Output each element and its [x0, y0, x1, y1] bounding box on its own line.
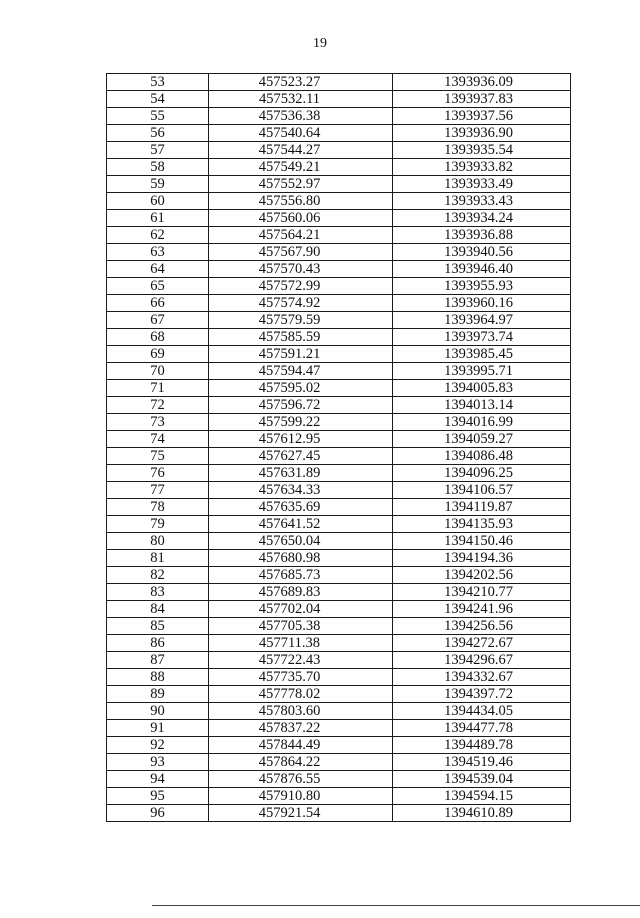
point-number-cell: 77 [107, 482, 209, 499]
point-number-cell: 87 [107, 652, 209, 669]
table-row [107, 91, 571, 108]
x-coordinate-cell: 457689.83 [209, 584, 393, 601]
x-coordinate-cell: 457711.38 [209, 635, 393, 652]
point-number-cell: 59 [107, 176, 209, 193]
point-number-cell: 86 [107, 635, 209, 652]
x-coordinate-cell: 457570.43 [209, 261, 393, 278]
x-coordinate-cell: 457627.45 [209, 448, 393, 465]
coordinate-table-body [107, 74, 571, 822]
y-coordinate-cell: 1393940.56 [393, 244, 571, 261]
y-coordinate-cell: 1394210.77 [393, 584, 571, 601]
table-row [107, 720, 571, 737]
x-coordinate-cell: 457837.22 [209, 720, 393, 737]
y-coordinate-cell: 1394477.78 [393, 720, 571, 737]
point-number-cell: 95 [107, 788, 209, 805]
x-coordinate-cell: 457735.70 [209, 669, 393, 686]
point-number-cell: 85 [107, 618, 209, 635]
table-row [107, 295, 571, 312]
y-coordinate-cell: 1393937.56 [393, 108, 571, 125]
point-number-cell: 91 [107, 720, 209, 737]
table-row [107, 346, 571, 363]
table-row [107, 227, 571, 244]
y-coordinate-cell: 1393937.83 [393, 91, 571, 108]
x-coordinate-cell: 457722.43 [209, 652, 393, 669]
table-row [107, 431, 571, 448]
point-number-cell: 96 [107, 805, 209, 822]
point-number-cell: 56 [107, 125, 209, 142]
point-number-cell: 84 [107, 601, 209, 618]
point-number-cell: 81 [107, 550, 209, 567]
point-number-cell: 90 [107, 703, 209, 720]
y-coordinate-cell: 1394119.87 [393, 499, 571, 516]
y-coordinate-cell: 1394086.48 [393, 448, 571, 465]
table-row [107, 125, 571, 142]
table-row [107, 482, 571, 499]
table-row [107, 652, 571, 669]
point-number-cell: 71 [107, 380, 209, 397]
x-coordinate-cell: 457532.11 [209, 91, 393, 108]
point-number-cell: 55 [107, 108, 209, 125]
x-coordinate-cell: 457567.90 [209, 244, 393, 261]
y-coordinate-cell: 1394016.99 [393, 414, 571, 431]
x-coordinate-cell: 457594.47 [209, 363, 393, 380]
x-coordinate-cell: 457596.72 [209, 397, 393, 414]
y-coordinate-cell: 1394332.67 [393, 669, 571, 686]
x-coordinate-cell: 457631.89 [209, 465, 393, 482]
y-coordinate-cell: 1394096.25 [393, 465, 571, 482]
y-coordinate-cell: 1393995.71 [393, 363, 571, 380]
table-row [107, 380, 571, 397]
table-row [107, 754, 571, 771]
y-coordinate-cell: 1393933.49 [393, 176, 571, 193]
point-number-cell: 80 [107, 533, 209, 550]
table-row [107, 108, 571, 125]
table-row [107, 278, 571, 295]
point-number-cell: 60 [107, 193, 209, 210]
x-coordinate-cell: 457650.04 [209, 533, 393, 550]
point-number-cell: 65 [107, 278, 209, 295]
x-coordinate-cell: 457685.73 [209, 567, 393, 584]
table-row [107, 516, 571, 533]
x-coordinate-cell: 457641.52 [209, 516, 393, 533]
y-coordinate-cell: 1394594.15 [393, 788, 571, 805]
point-number-cell: 58 [107, 159, 209, 176]
x-coordinate-cell: 457778.02 [209, 686, 393, 703]
x-coordinate-cell: 457680.98 [209, 550, 393, 567]
y-coordinate-cell: 1394610.89 [393, 805, 571, 822]
table-row [107, 686, 571, 703]
x-coordinate-cell: 457572.99 [209, 278, 393, 295]
y-coordinate-cell: 1394489.78 [393, 737, 571, 754]
y-coordinate-cell: 1394150.46 [393, 533, 571, 550]
x-coordinate-cell: 457864.22 [209, 754, 393, 771]
table-row [107, 771, 571, 788]
point-number-cell: 69 [107, 346, 209, 363]
y-coordinate-cell: 1394272.67 [393, 635, 571, 652]
y-coordinate-cell: 1394296.67 [393, 652, 571, 669]
table-row [107, 329, 571, 346]
table-row [107, 635, 571, 652]
x-coordinate-cell: 457585.59 [209, 329, 393, 346]
x-coordinate-cell: 457634.33 [209, 482, 393, 499]
table-row [107, 210, 571, 227]
point-number-cell: 57 [107, 142, 209, 159]
y-coordinate-cell: 1394135.93 [393, 516, 571, 533]
point-number-cell: 66 [107, 295, 209, 312]
x-coordinate-cell: 457910.80 [209, 788, 393, 805]
y-coordinate-cell: 1393955.93 [393, 278, 571, 295]
table-row [107, 805, 571, 822]
y-coordinate-cell: 1394013.14 [393, 397, 571, 414]
table-row [107, 550, 571, 567]
point-number-cell: 76 [107, 465, 209, 482]
table-row [107, 584, 571, 601]
page-number: 19 [313, 36, 327, 51]
point-number-cell: 94 [107, 771, 209, 788]
y-coordinate-cell: 1394202.56 [393, 567, 571, 584]
x-coordinate-cell: 457591.21 [209, 346, 393, 363]
point-number-cell: 63 [107, 244, 209, 261]
x-coordinate-cell: 457702.04 [209, 601, 393, 618]
x-coordinate-cell: 457595.02 [209, 380, 393, 397]
point-number-cell: 92 [107, 737, 209, 754]
y-coordinate-cell: 1394519.46 [393, 754, 571, 771]
table-row [107, 703, 571, 720]
y-coordinate-cell: 1394539.04 [393, 771, 571, 788]
table-row [107, 567, 571, 584]
point-number-cell: 73 [107, 414, 209, 431]
point-number-cell: 62 [107, 227, 209, 244]
x-coordinate-cell: 457544.27 [209, 142, 393, 159]
x-coordinate-cell: 457523.27 [209, 74, 393, 91]
x-coordinate-cell: 457549.21 [209, 159, 393, 176]
point-number-cell: 74 [107, 431, 209, 448]
table-row [107, 737, 571, 754]
y-coordinate-cell: 1394106.57 [393, 482, 571, 499]
table-row [107, 176, 571, 193]
table-row [107, 669, 571, 686]
table-row [107, 533, 571, 550]
y-coordinate-cell: 1394005.83 [393, 380, 571, 397]
table-row [107, 261, 571, 278]
x-coordinate-cell: 457612.95 [209, 431, 393, 448]
point-number-cell: 67 [107, 312, 209, 329]
point-number-cell: 75 [107, 448, 209, 465]
x-coordinate-cell: 457556.80 [209, 193, 393, 210]
y-coordinate-cell: 1393964.97 [393, 312, 571, 329]
table-row [107, 74, 571, 91]
table-row [107, 499, 571, 516]
y-coordinate-cell: 1393935.54 [393, 142, 571, 159]
table-row [107, 363, 571, 380]
bottom-rule [152, 905, 640, 906]
point-number-cell: 78 [107, 499, 209, 516]
y-coordinate-cell: 1393960.16 [393, 295, 571, 312]
coordinate-table [106, 73, 571, 822]
x-coordinate-cell: 457635.69 [209, 499, 393, 516]
y-coordinate-cell: 1394194.36 [393, 550, 571, 567]
point-number-cell: 83 [107, 584, 209, 601]
table-row [107, 601, 571, 618]
x-coordinate-cell: 457705.38 [209, 618, 393, 635]
y-coordinate-cell: 1394256.56 [393, 618, 571, 635]
y-coordinate-cell: 1393933.43 [393, 193, 571, 210]
y-coordinate-cell: 1393936.88 [393, 227, 571, 244]
table-row [107, 618, 571, 635]
x-coordinate-cell: 457921.54 [209, 805, 393, 822]
table-row [107, 414, 571, 431]
y-coordinate-cell: 1393934.24 [393, 210, 571, 227]
y-coordinate-cell: 1393985.45 [393, 346, 571, 363]
y-coordinate-cell: 1393936.90 [393, 125, 571, 142]
point-number-cell: 79 [107, 516, 209, 533]
point-number-cell: 54 [107, 91, 209, 108]
x-coordinate-cell: 457564.21 [209, 227, 393, 244]
table-row [107, 397, 571, 414]
x-coordinate-cell: 457536.38 [209, 108, 393, 125]
table-row [107, 465, 571, 482]
point-number-cell: 70 [107, 363, 209, 380]
x-coordinate-cell: 457552.97 [209, 176, 393, 193]
x-coordinate-cell: 457844.49 [209, 737, 393, 754]
table-row [107, 448, 571, 465]
x-coordinate-cell: 457540.64 [209, 125, 393, 142]
x-coordinate-cell: 457574.92 [209, 295, 393, 312]
table-row [107, 193, 571, 210]
point-number-cell: 61 [107, 210, 209, 227]
y-coordinate-cell: 1394434.05 [393, 703, 571, 720]
y-coordinate-cell: 1394241.96 [393, 601, 571, 618]
y-coordinate-cell: 1394059.27 [393, 431, 571, 448]
x-coordinate-cell: 457560.06 [209, 210, 393, 227]
x-coordinate-cell: 457579.59 [209, 312, 393, 329]
y-coordinate-cell: 1393933.82 [393, 159, 571, 176]
point-number-cell: 82 [107, 567, 209, 584]
table-row [107, 788, 571, 805]
y-coordinate-cell: 1394397.72 [393, 686, 571, 703]
point-number-cell: 72 [107, 397, 209, 414]
x-coordinate-cell: 457803.60 [209, 703, 393, 720]
y-coordinate-cell: 1393946.40 [393, 261, 571, 278]
x-coordinate-cell: 457876.55 [209, 771, 393, 788]
table-row [107, 142, 571, 159]
table-row [107, 159, 571, 176]
point-number-cell: 53 [107, 74, 209, 91]
y-coordinate-cell: 1393973.74 [393, 329, 571, 346]
y-coordinate-cell: 1393936.09 [393, 74, 571, 91]
table-row [107, 244, 571, 261]
point-number-cell: 89 [107, 686, 209, 703]
table-row [107, 312, 571, 329]
point-number-cell: 64 [107, 261, 209, 278]
point-number-cell: 68 [107, 329, 209, 346]
point-number-cell: 93 [107, 754, 209, 771]
x-coordinate-cell: 457599.22 [209, 414, 393, 431]
point-number-cell: 88 [107, 669, 209, 686]
